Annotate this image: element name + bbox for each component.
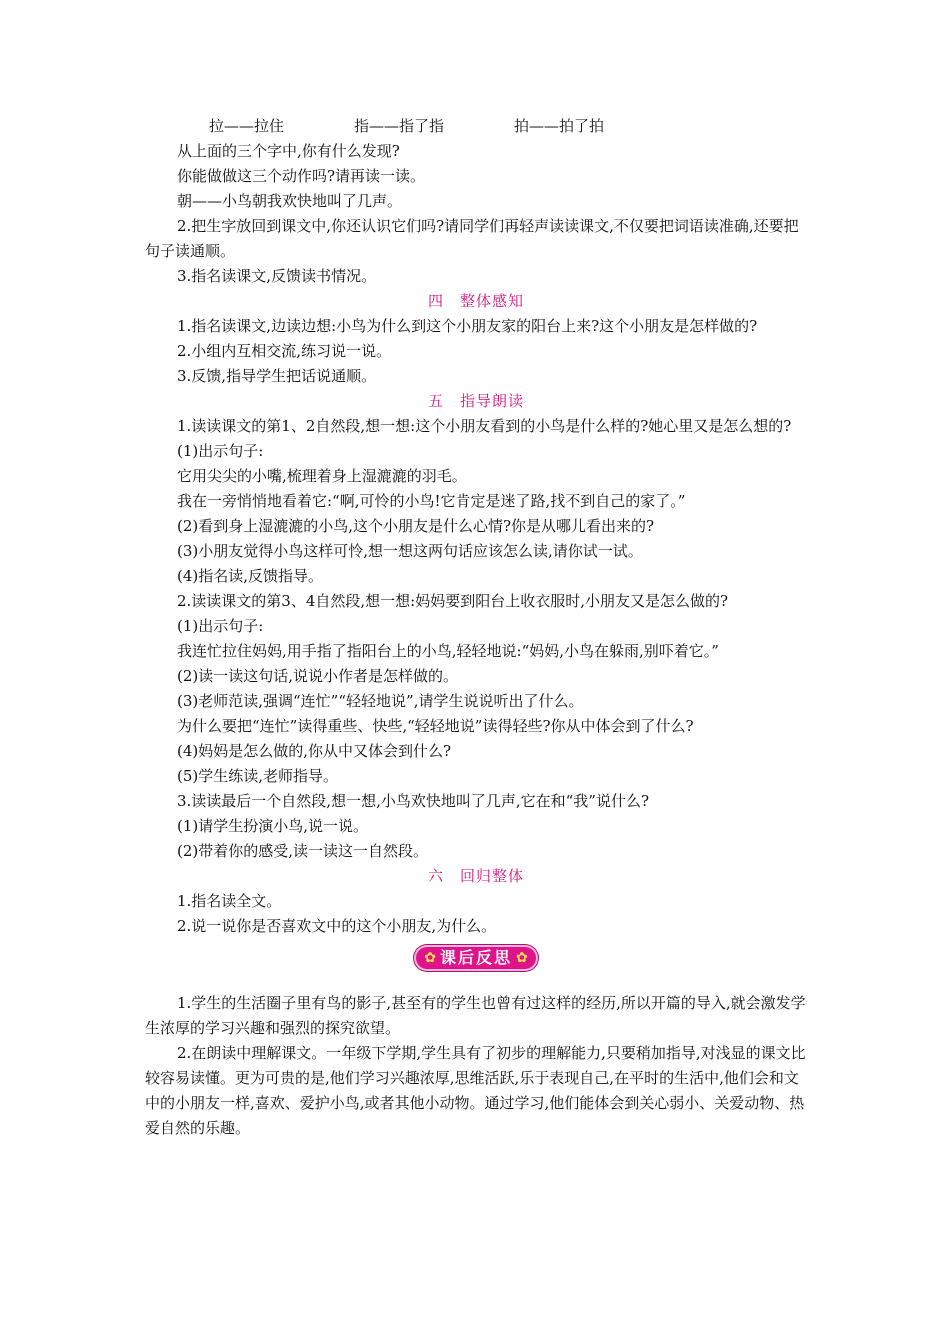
- paragraph: 2.小组内互相交流,练习说一说。: [177, 342, 392, 360]
- section-heading-6: 六 回归整体: [427, 867, 524, 885]
- paragraph: (2)看到身上湿漉漉的小鸟,这个小朋友是什么心情?你是从哪儿看出来的?: [177, 517, 655, 535]
- paragraph: 3.反馈,指导学生把话说通顺。: [177, 367, 377, 385]
- word-pair-la: 拉——拉住: [209, 117, 285, 135]
- paragraph: (2)带着你的感受,读一读这一自然段。: [177, 842, 429, 860]
- paragraph: 我连忙拉住妈妈,用手指了指阳台上的小鸟,轻轻地说:“妈妈,小鸟在躲雨,别吓着它。”: [177, 642, 719, 660]
- reflection-badge: [414, 945, 537, 971]
- paragraph: 2.把生字放回到课文中,你还认识它们吗?请同学们再轻声读读课文,不仅要把词语读准确,还要把句子读通顺。: [145, 217, 799, 260]
- paragraph: (3)老师范读,强调“连忙”“轻轻地说”,请学生说说听出了什么。: [177, 692, 584, 710]
- paragraph: (2)读一读这句话,说说小作者是怎样做的。: [177, 667, 459, 685]
- paragraph: 3.指名读课文,反馈读书情况。: [177, 267, 377, 285]
- star-icon: ✿: [424, 950, 436, 966]
- paragraph: 1.读读课文的第1、2自然段,想一想:这个小朋友看到的小鸟是什么样的?她心里又是怎么想的?: [177, 417, 792, 435]
- paragraph: (1)出示句子:: [177, 617, 264, 635]
- paragraph: (4)指名读,反馈指导。: [177, 567, 324, 585]
- reflection-paragraph: 2.在朗读中理解课文。一年级下学期,学生具有了初步的理解能力,只要稍加指导,对浅显的课文比较容易读懂。更为可贵的是,他们学习兴趣浓厚,思维活跃,乐于表现自己,在平时的生活中,他们会和文中的小朋友一样,喜欢、爱护小鸟,或者其他小动物。通过学习,他们能体会到关心弱小、关爱动物、热爱自然的乐趣。: [145, 1044, 806, 1137]
- paragraph: 1.指名读课文,边读边想:小鸟为什么到这个小朋友家的阳台上来?这个小朋友是怎样做的?: [177, 317, 758, 335]
- word-pair-pai: 拍——拍了拍: [514, 117, 605, 135]
- section-heading-5: 五 指导朗读: [427, 392, 524, 410]
- reflection-paragraph: 1.学生的生活圈子里有鸟的影子,甚至有的学生也曾有过这样的经历,所以开篇的导入,就会激发学生浓厚的学习兴趣和强烈的探究欲望。: [145, 994, 806, 1037]
- star-icon: ✿: [516, 950, 528, 966]
- paragraph: 朝——小鸟朝我欢快地叫了几声。: [177, 192, 403, 210]
- paragraph: 3.读读最后一个自然段,想一想,小鸟欢快地叫了几声,它在和“我”说什么?: [177, 792, 649, 810]
- reflection-badge-wrapper: [145, 945, 807, 973]
- paragraph: (4)妈妈是怎么做的,你从中又体会到什么?: [177, 742, 452, 760]
- reflection-badge-label: 课后反思: [439, 948, 512, 967]
- document-page: [145, 114, 807, 1141]
- paragraph: 它用尖尖的小嘴,梳理着身上湿漉漉的羽毛。: [177, 467, 467, 485]
- paragraph: (5)学生练读,老师指导。: [177, 767, 339, 785]
- paragraph: 你能做做这三个动作吗?请再读一读。: [177, 167, 426, 185]
- paragraph: (3)小朋友觉得小鸟这样可怜,想一想这两句话应该怎么读,请你试一试。: [177, 542, 643, 560]
- paragraph: (1)请学生扮演小鸟,说一说。: [177, 817, 369, 835]
- paragraph: 我在一旁悄悄地看着它:“啊,可怜的小鸟!它肯定是迷了路,找不到自己的家了。”: [177, 492, 686, 510]
- paragraph: 为什么要把“连忙”读得重些、快些,“轻轻地说”读得轻些?你从中体会到了什么?: [177, 717, 694, 735]
- paragraph: 1.指名读全文。: [177, 892, 282, 910]
- word-pairs: [145, 114, 807, 139]
- paragraph: (1)出示句子:: [177, 442, 264, 460]
- paragraph: 2.说一说你是否喜欢文中的这个小朋友,为什么。: [177, 917, 497, 935]
- word-pair-zhi: 指——指了指: [354, 117, 445, 135]
- section-heading-4: 四 整体感知: [427, 292, 524, 310]
- paragraph: 2.读读课文的第3、4自然段,想一想:妈妈要到阳台上收衣服时,小朋友又是怎么做的?: [177, 592, 729, 610]
- paragraph: 从上面的三个字中,你有什么发现?: [177, 142, 400, 160]
